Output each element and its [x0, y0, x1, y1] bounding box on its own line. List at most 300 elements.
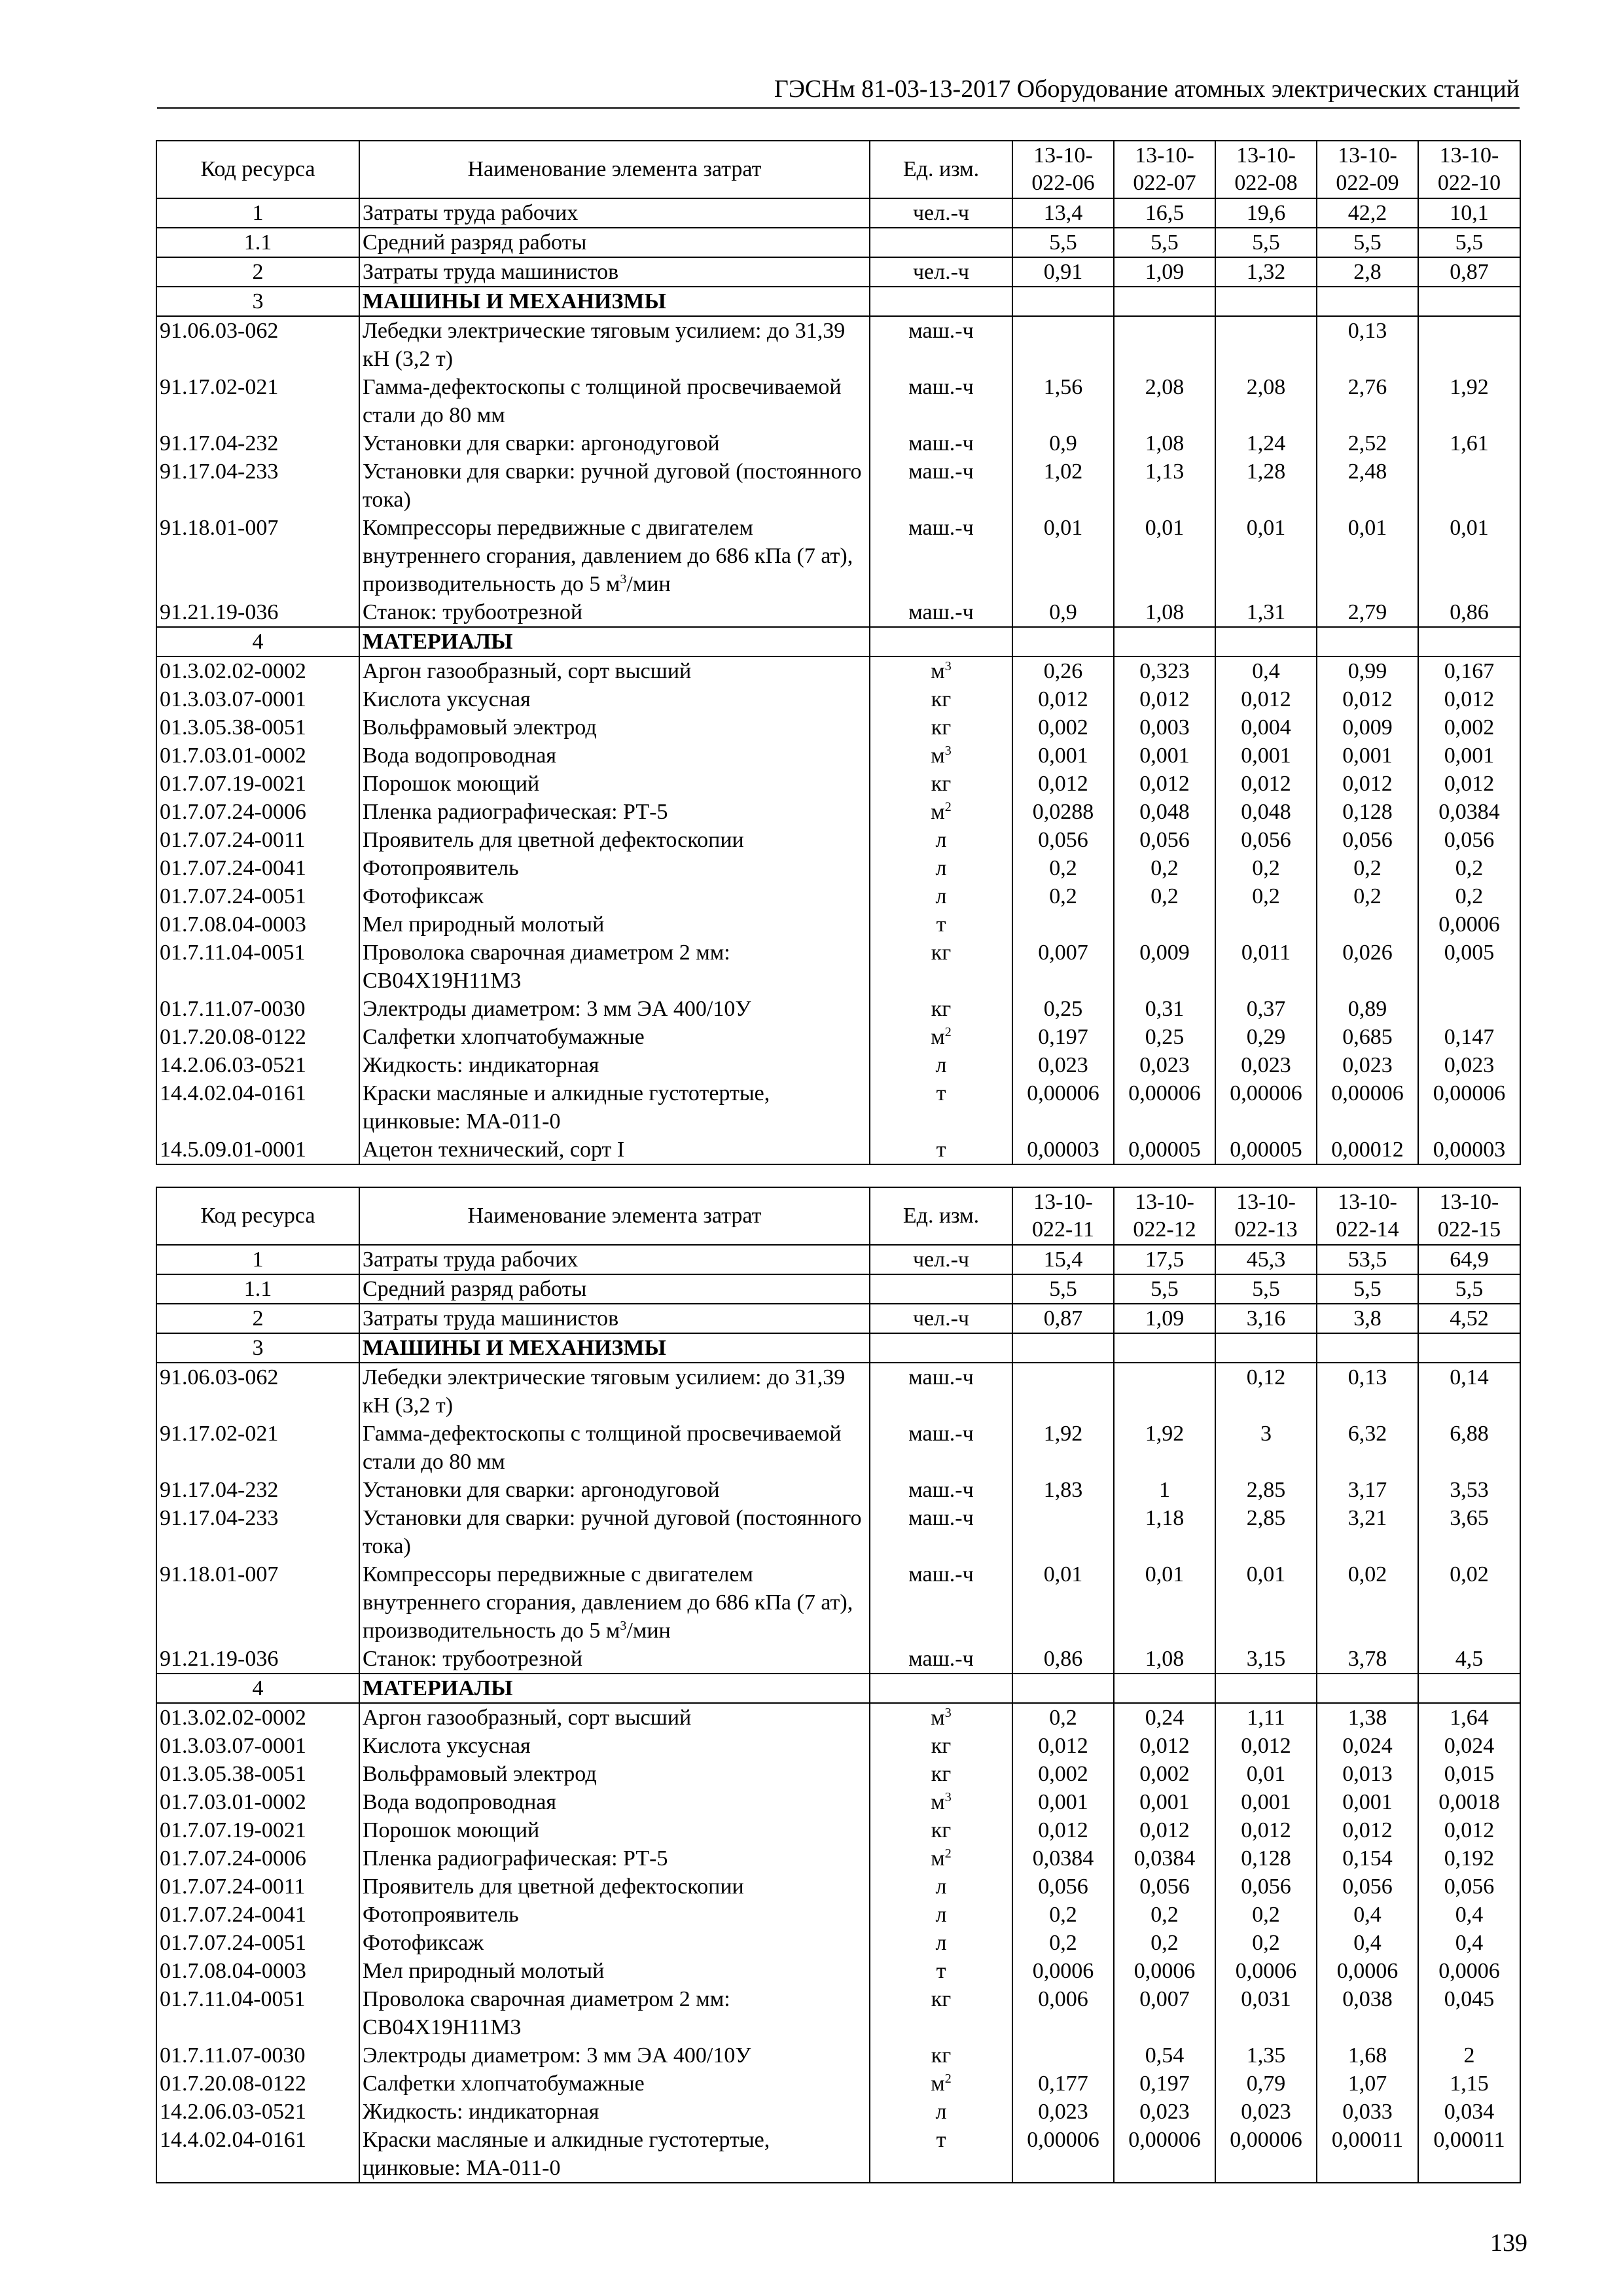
- table-row: [156, 1420, 1520, 1476]
- value-cell: 0,9: [1012, 429, 1114, 457]
- resource-name-text: Фотофиксаж: [363, 1931, 484, 1955]
- resource-name-text: Мел природный молотый: [363, 1959, 605, 1983]
- unit: [870, 1023, 1012, 1051]
- resource-name: [359, 2041, 870, 2070]
- value-cell: 0,009: [1114, 939, 1215, 995]
- value-cell: 5,5: [1114, 228, 1215, 257]
- table-row: [156, 826, 1520, 854]
- value-cell: 0,026: [1317, 939, 1418, 995]
- value-cell: 0,024: [1317, 1732, 1418, 1760]
- unit: [870, 514, 1012, 598]
- value-cell: [1418, 627, 1520, 656]
- value-cell: 0,001: [1215, 1788, 1317, 1816]
- resource-code: 01.3.03.07-0001: [156, 1732, 359, 1760]
- value-cell: 0,00006: [1012, 1079, 1114, 1136]
- value-cell: 6,32: [1317, 1420, 1418, 1476]
- value-cell: 13,4: [1012, 198, 1114, 228]
- value-cell: 3,16: [1215, 1304, 1317, 1333]
- unit-text: кг: [931, 2043, 952, 2068]
- value-cell: 5,5: [1418, 228, 1520, 257]
- table-row: [156, 1023, 1520, 1051]
- resource-name: [359, 316, 870, 373]
- resource-name: [359, 1245, 870, 1274]
- resource-name: [359, 1274, 870, 1304]
- header-code: Код ресурса: [156, 141, 359, 198]
- unit: [870, 1873, 1012, 1901]
- value-cell: 0,023: [1215, 1051, 1317, 1079]
- unit: [870, 1788, 1012, 1816]
- unit: [870, 228, 1012, 257]
- table-row: [156, 287, 1520, 316]
- header-row: [156, 1187, 1520, 1245]
- norm-code-line1: 13-10-: [1439, 143, 1499, 168]
- resource-code: 91.18.01-007: [156, 514, 359, 598]
- header-code: Код ресурса: [156, 1187, 359, 1245]
- resource-name: [359, 2098, 870, 2126]
- unit-text: м: [931, 659, 945, 683]
- value-cell: [1012, 1333, 1114, 1363]
- value-cell: 1,32: [1215, 257, 1317, 287]
- value-cell: [1012, 627, 1114, 656]
- value-cell: 0,012: [1215, 1732, 1317, 1760]
- unit: [870, 713, 1012, 742]
- unit-superscript: 2: [944, 1025, 952, 1039]
- unit: [870, 1929, 1012, 1957]
- resource-name-text: Краски масляные и алкидные густотертые, цинковые: МА-011-0: [363, 1081, 770, 1134]
- resource-name: [359, 1985, 870, 2041]
- unit: [870, 316, 1012, 373]
- unit-text: т: [936, 1959, 946, 1983]
- resource-code: 01.3.02.02-0002: [156, 656, 359, 685]
- value-cell: 15,4: [1012, 1245, 1114, 1274]
- resource-code: 01.7.07.24-0041: [156, 854, 359, 882]
- value-cell: 0,001: [1114, 742, 1215, 770]
- unit: [870, 826, 1012, 854]
- value-cell: [1215, 287, 1317, 316]
- value-cell: [1114, 1363, 1215, 1420]
- unit-superscript: 3: [944, 744, 952, 758]
- resource-code: 91.21.19-036: [156, 598, 359, 627]
- value-cell: 0,128: [1317, 798, 1418, 826]
- value-cell: [1215, 627, 1317, 656]
- resource-name-text: Затраты труда машинистов: [363, 1306, 619, 1331]
- header-norm-code: [1012, 141, 1114, 198]
- resource-name: [359, 882, 870, 910]
- value-cell: 0,034: [1418, 2098, 1520, 2126]
- resource-code: 01.7.20.08-0122: [156, 1023, 359, 1051]
- value-cell: 0,01: [1418, 514, 1520, 598]
- value-cell: 2,52: [1317, 429, 1418, 457]
- value-cell: 0,001: [1114, 1788, 1215, 1816]
- resource-name: [359, 685, 870, 713]
- header-unit: Ед. изм.: [870, 141, 1012, 198]
- unit-text: т: [936, 1138, 946, 1162]
- value-cell: [1114, 1333, 1215, 1363]
- table-row: [156, 770, 1520, 798]
- resource-code: 01.7.03.01-0002: [156, 742, 359, 770]
- value-cell: 0,033: [1317, 2098, 1418, 2126]
- table-row: [156, 627, 1520, 656]
- unit-text: маш.-ч: [908, 1365, 974, 1390]
- table-row: [156, 1844, 1520, 1873]
- resource-name: [359, 713, 870, 742]
- unit: [870, 2098, 1012, 2126]
- value-cell: 0,01: [1215, 1560, 1317, 1645]
- value-cell: 0,0006: [1215, 1957, 1317, 1985]
- resource-name: [359, 1504, 870, 1560]
- resource-name: [359, 1560, 870, 1645]
- value-cell: 0,001: [1215, 742, 1317, 770]
- unit-text: кг: [931, 1762, 952, 1786]
- value-cell: 0,024: [1418, 1732, 1520, 1760]
- value-cell: 5,5: [1215, 1274, 1317, 1304]
- value-cell: 0,006: [1012, 1985, 1114, 2041]
- resource-name-text: Фотофиксаж: [363, 884, 484, 908]
- value-cell: 1,15: [1418, 2070, 1520, 2098]
- table-row: [156, 1901, 1520, 1929]
- resource-code: 2: [156, 1304, 359, 1333]
- value-cell: 0,00006: [1114, 2126, 1215, 2183]
- value-cell: [1418, 995, 1520, 1023]
- resource-name-text: Вода водопроводная: [363, 744, 556, 768]
- value-cell: 0,2: [1418, 882, 1520, 910]
- unit-text: кг: [931, 997, 952, 1021]
- value-cell: 0,023: [1012, 2098, 1114, 2126]
- table-row: [156, 2070, 1520, 2098]
- unit-text: м: [931, 800, 945, 824]
- value-cell: 0,0006: [1418, 910, 1520, 939]
- resource-code: 1: [156, 198, 359, 228]
- value-cell: 0,023: [1317, 1051, 1418, 1079]
- resource-table-2: [156, 1187, 1521, 2183]
- resource-name: [359, 287, 870, 316]
- table-row: [156, 316, 1520, 373]
- value-cell: 0,25: [1114, 1023, 1215, 1051]
- value-cell: [1418, 1333, 1520, 1363]
- unit-text: кг: [931, 1987, 952, 2011]
- resource-name: [359, 854, 870, 882]
- table-row: [156, 1732, 1520, 1760]
- resource-name-text: Фотопроявитель: [363, 1903, 519, 1927]
- value-cell: 0,012: [1317, 770, 1418, 798]
- norm-code-line1: 13-10-: [1439, 1190, 1499, 1214]
- table-row: [156, 1504, 1520, 1560]
- resource-code: 01.7.07.24-0011: [156, 826, 359, 854]
- value-cell: 1,13: [1114, 457, 1215, 514]
- resource-name: [359, 1674, 870, 1703]
- value-cell: 0,005: [1418, 939, 1520, 995]
- value-cell: 0,056: [1012, 1873, 1114, 1901]
- header-norm-code: [1418, 141, 1520, 198]
- unit: [870, 1844, 1012, 1873]
- value-cell: 1,28: [1215, 457, 1317, 514]
- value-cell: 4,52: [1418, 1304, 1520, 1333]
- value-cell: 5,5: [1114, 1274, 1215, 1304]
- value-cell: 1,11: [1215, 1703, 1317, 1732]
- resource-name: [359, 1420, 870, 1476]
- value-cell: 0,4: [1418, 1929, 1520, 1957]
- unit: [870, 1333, 1012, 1363]
- resource-name: [359, 1333, 870, 1363]
- table-row: [156, 713, 1520, 742]
- resource-code: 3: [156, 287, 359, 316]
- unit: [870, 1645, 1012, 1674]
- norm-code-line2: 022-08: [1234, 171, 1298, 195]
- resource-name-text: Гамма-дефектоскопы с толщиной просвечиваемой стали до 80 мм: [363, 375, 842, 427]
- unit: [870, 1363, 1012, 1420]
- unit: [870, 854, 1012, 882]
- unit: [870, 627, 1012, 656]
- value-cell: 0,197: [1114, 2070, 1215, 2098]
- value-cell: 0,012: [1317, 1816, 1418, 1844]
- value-cell: [1114, 287, 1215, 316]
- unit: [870, 910, 1012, 939]
- value-cell: 0,001: [1317, 742, 1418, 770]
- value-cell: 0,02: [1418, 1560, 1520, 1645]
- value-cell: 4,5: [1418, 1645, 1520, 1674]
- unit: [870, 1079, 1012, 1136]
- value-cell: 0,023: [1215, 2098, 1317, 2126]
- value-cell: 0,24: [1114, 1703, 1215, 1732]
- resource-code: 14.2.06.03-0521: [156, 2098, 359, 2126]
- resource-code: 91.17.04-233: [156, 1504, 359, 1560]
- value-cell: 0,056: [1418, 1873, 1520, 1901]
- resource-name-text: Жидкость: индикаторная: [363, 1053, 599, 1077]
- value-cell: [1012, 316, 1114, 373]
- unit-text: кг: [931, 1734, 952, 1758]
- unit: [870, 1420, 1012, 1476]
- resource-code: 01.7.07.24-0041: [156, 1901, 359, 1929]
- resource-name-text: Станок: трубоотрезной: [363, 600, 583, 624]
- value-cell: 0,002: [1114, 1760, 1215, 1788]
- unit-superscript: 3: [944, 659, 952, 673]
- resource-code: 91.17.04-232: [156, 429, 359, 457]
- value-cell: [1317, 1674, 1418, 1703]
- unit-text: чел.-ч: [912, 1247, 970, 1272]
- value-cell: 0,2: [1012, 1703, 1114, 1732]
- value-cell: 0,89: [1317, 995, 1418, 1023]
- value-cell: [1114, 316, 1215, 373]
- unit: [870, 1504, 1012, 1560]
- value-cell: 0,0006: [1317, 1957, 1418, 1985]
- resource-name-text: Средний разряд работы: [363, 1277, 587, 1301]
- value-cell: 2,48: [1317, 457, 1418, 514]
- value-cell: 0,12: [1215, 1363, 1317, 1420]
- resource-name-text: Лебедки электрические тяговым усилием: до 31,39 кН (3,2 т): [363, 1365, 846, 1418]
- unit: [870, 1703, 1012, 1732]
- unit: [870, 742, 1012, 770]
- resource-code: 91.06.03-062: [156, 1363, 359, 1420]
- resource-name: [359, 1051, 870, 1079]
- resource-code: 01.7.11.07-0030: [156, 995, 359, 1023]
- value-cell: 2,76: [1317, 373, 1418, 429]
- value-cell: 0,007: [1012, 939, 1114, 995]
- unit: [870, 1901, 1012, 1929]
- resource-name: [359, 1788, 870, 1816]
- table-row: [156, 742, 1520, 770]
- value-cell: 1,68: [1317, 2041, 1418, 2070]
- value-cell: 0,001: [1012, 742, 1114, 770]
- page-number: 139: [1490, 2229, 1527, 2257]
- unit-text: л: [935, 1874, 947, 1899]
- value-cell: 0,26: [1012, 656, 1114, 685]
- value-cell: 2,85: [1215, 1504, 1317, 1560]
- unit-text: маш.-ч: [908, 459, 974, 484]
- resource-name: [359, 1816, 870, 1844]
- value-cell: 5,5: [1012, 228, 1114, 257]
- value-cell: 0,2: [1114, 882, 1215, 910]
- unit: [870, 1274, 1012, 1304]
- value-cell: 0,2: [1012, 854, 1114, 882]
- value-cell: 0,012: [1418, 685, 1520, 713]
- resource-name-text: Электроды диаметром: 3 мм ЭА 400/10У: [363, 2043, 751, 2068]
- resource-name-text: Аргон газообразный, сорт высший: [363, 659, 692, 683]
- resource-name: [359, 742, 870, 770]
- table-row: [156, 1645, 1520, 1674]
- resource-name-text: Проявитель для цветной дефектоскопии: [363, 1874, 744, 1899]
- resource-code: 01.7.07.24-0006: [156, 1844, 359, 1873]
- value-cell: 0,2: [1012, 882, 1114, 910]
- norm-code-line1: 13-10-: [1338, 1190, 1397, 1214]
- table-row: [156, 2041, 1520, 2070]
- table-row: [156, 1957, 1520, 1985]
- header-norm-code: [1215, 141, 1317, 198]
- resource-name-text: Гамма-дефектоскопы с толщиной просвечиваемой стали до 80 мм: [363, 1422, 842, 1474]
- table-row: [156, 656, 1520, 685]
- value-cell: 1,08: [1114, 598, 1215, 627]
- table-row: [156, 373, 1520, 429]
- table-row: [156, 2098, 1520, 2126]
- resource-code: 4: [156, 627, 359, 656]
- value-cell: 0,87: [1418, 257, 1520, 287]
- unit-text: кг: [931, 715, 952, 740]
- value-cell: 1,08: [1114, 429, 1215, 457]
- resource-name: [359, 457, 870, 514]
- value-cell: [1317, 1333, 1418, 1363]
- value-cell: 0,004: [1215, 713, 1317, 742]
- value-cell: 19,6: [1215, 198, 1317, 228]
- header-row: [156, 141, 1520, 198]
- header-norm-code: [1012, 1187, 1114, 1245]
- value-cell: 0,00006: [1317, 1079, 1418, 1136]
- table-row: [156, 198, 1520, 228]
- resource-code: 91.17.04-232: [156, 1476, 359, 1504]
- table-row: [156, 1274, 1520, 1304]
- header-name: Наименование элемента затрат: [359, 1187, 870, 1245]
- value-cell: 0,00006: [1418, 1079, 1520, 1136]
- unit-text: кг: [931, 1818, 952, 1842]
- resource-code: 01.7.07.19-0021: [156, 1816, 359, 1844]
- resource-code: 3: [156, 1333, 359, 1363]
- resource-code: 01.7.03.01-0002: [156, 1788, 359, 1816]
- value-cell: 0,4: [1317, 1929, 1418, 1957]
- value-cell: 10,1: [1418, 198, 1520, 228]
- table-row: [156, 882, 1520, 910]
- value-cell: 0,2: [1114, 1901, 1215, 1929]
- unit: [870, 656, 1012, 685]
- table-row: [156, 1245, 1520, 1274]
- value-cell: 0,011: [1215, 939, 1317, 995]
- resource-name-text: Затраты труда рабочих: [363, 201, 579, 225]
- value-cell: 0,2: [1114, 1929, 1215, 1957]
- table-row: [156, 598, 1520, 627]
- value-cell: [1012, 2041, 1114, 2070]
- value-cell: 0,0384: [1418, 798, 1520, 826]
- table-row: [156, 1674, 1520, 1703]
- unit: [870, 2126, 1012, 2183]
- value-cell: 0,00005: [1114, 1136, 1215, 1164]
- value-cell: 1,56: [1012, 373, 1114, 429]
- resource-name-text: Компрессоры передвижные с двигателем внутреннего сгорания, давлением до 686 кПа (7 ат), производительность до 5 м: [363, 516, 853, 596]
- resource-name: [359, 1079, 870, 1136]
- value-cell: 17,5: [1114, 1245, 1215, 1274]
- value-cell: 5,5: [1317, 228, 1418, 257]
- unit: [870, 1560, 1012, 1645]
- value-cell: 0,012: [1114, 1816, 1215, 1844]
- unit-text: маш.-ч: [908, 600, 974, 624]
- value-cell: [1114, 627, 1215, 656]
- value-cell: 0,00003: [1012, 1136, 1114, 1164]
- resource-code: 91.06.03-062: [156, 316, 359, 373]
- value-cell: 0,01: [1114, 514, 1215, 598]
- value-cell: 0,009: [1317, 713, 1418, 742]
- value-cell: [1317, 287, 1418, 316]
- unit: [870, 457, 1012, 514]
- unit: [870, 2041, 1012, 2070]
- value-cell: 1,24: [1215, 429, 1317, 457]
- value-cell: 0,2: [1012, 1901, 1114, 1929]
- resource-name-text: Ацетон технический, сорт I: [363, 1138, 625, 1162]
- unit-text: л: [935, 1931, 947, 1955]
- resource-code: 14.5.09.01-0001: [156, 1136, 359, 1164]
- value-cell: 1,18: [1114, 1504, 1215, 1560]
- resource-name: [359, 939, 870, 995]
- value-cell: 0,003: [1114, 713, 1215, 742]
- unit: [870, 373, 1012, 429]
- value-cell: 0,86: [1418, 598, 1520, 627]
- resource-name-text: Установки для сварки: ручной дуговой (постоянного тока): [363, 1506, 862, 1558]
- unit: [870, 1957, 1012, 1985]
- unit: [870, 939, 1012, 995]
- value-cell: 1,92: [1012, 1420, 1114, 1476]
- unit: [870, 685, 1012, 713]
- value-cell: 0,128: [1215, 1844, 1317, 1873]
- value-cell: 0,01: [1215, 1760, 1317, 1788]
- table-row: [156, 1873, 1520, 1901]
- resource-name: [359, 798, 870, 826]
- table-row: [156, 1929, 1520, 1957]
- table-row: [156, 1788, 1520, 1816]
- resource-code: 01.7.07.24-0051: [156, 1929, 359, 1957]
- unit-text: м: [931, 1706, 945, 1730]
- value-cell: [1114, 1674, 1215, 1703]
- norm-code-line1: 13-10-: [1033, 1190, 1093, 1214]
- value-cell: [1114, 910, 1215, 939]
- value-cell: 2: [1418, 2041, 1520, 2070]
- header-norm-code: [1114, 1187, 1215, 1245]
- value-cell: 45,3: [1215, 1245, 1317, 1274]
- value-cell: 53,5: [1317, 1245, 1418, 1274]
- value-cell: 1,02: [1012, 457, 1114, 514]
- value-cell: 0,86: [1012, 1645, 1114, 1674]
- value-cell: 0,147: [1418, 1023, 1520, 1051]
- resource-code: 14.4.02.04-0161: [156, 2126, 359, 2183]
- value-cell: 0,87: [1012, 1304, 1114, 1333]
- resource-code: 91.17.02-021: [156, 1420, 359, 1476]
- resource-code: 14.2.06.03-0521: [156, 1051, 359, 1079]
- value-cell: [1418, 316, 1520, 373]
- resource-code: 01.3.05.38-0051: [156, 1760, 359, 1788]
